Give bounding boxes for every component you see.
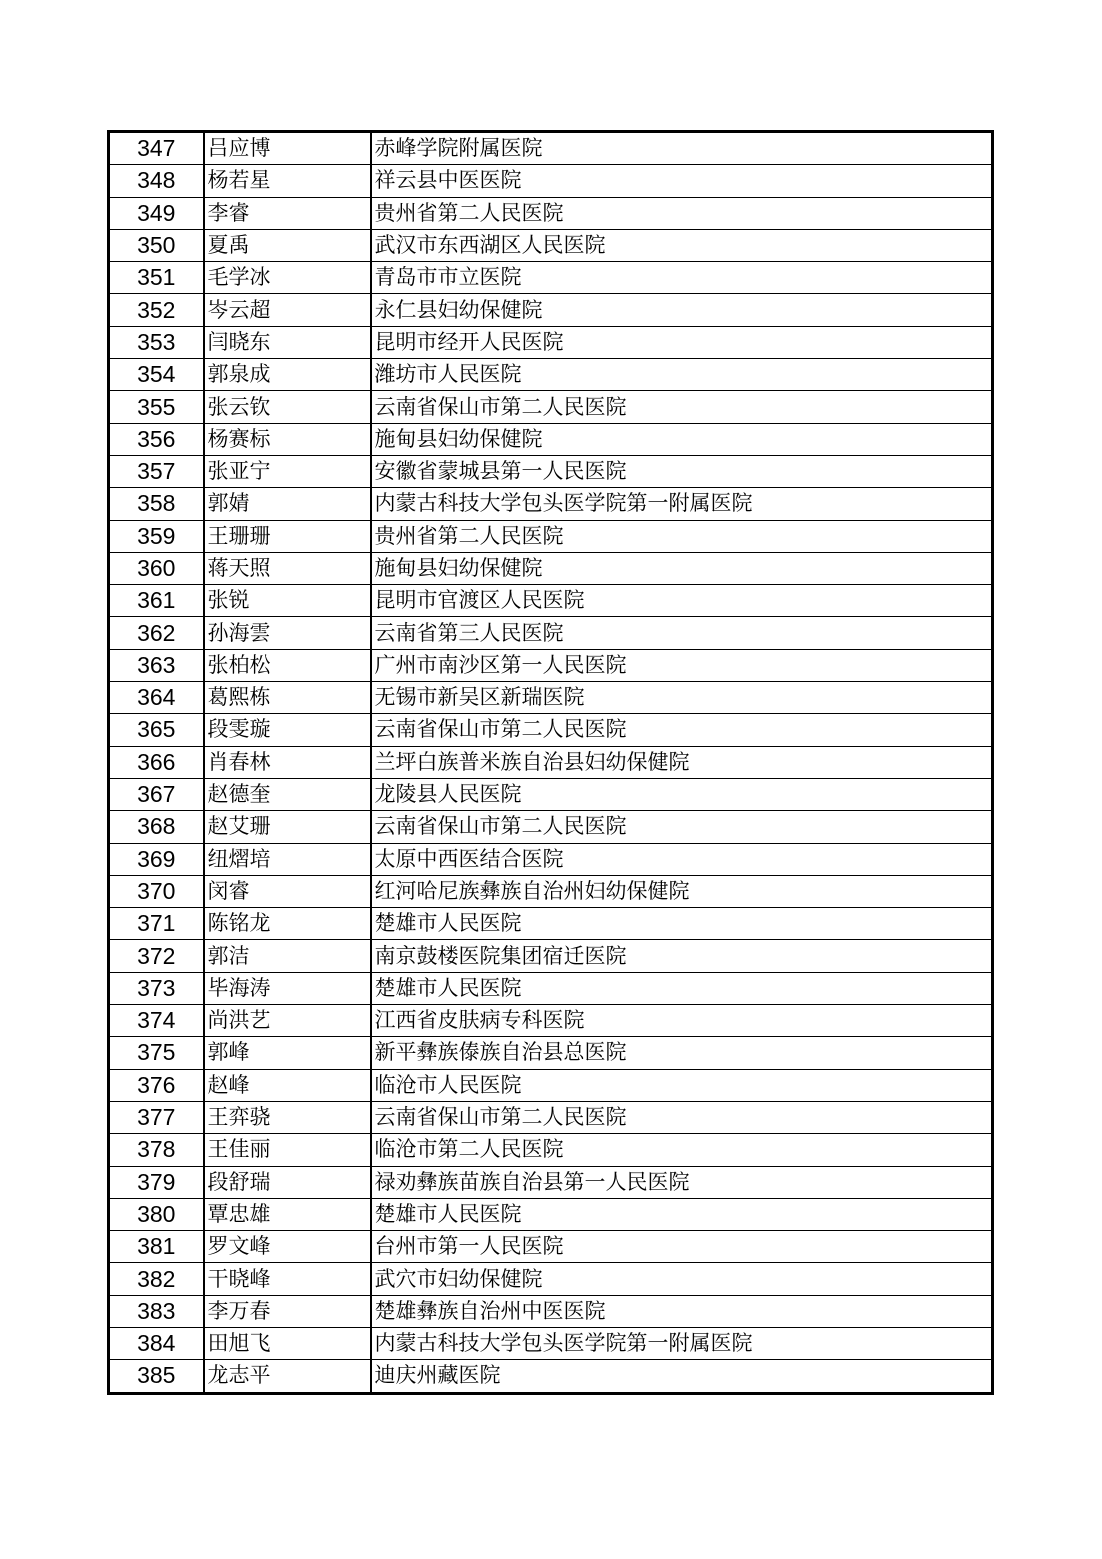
table-row — [109, 552, 993, 584]
hospital-name-cell: 临沧市人民医院 — [371, 1069, 993, 1101]
person-name-cell: 陈铭龙 — [204, 908, 371, 940]
person-name-cell: 赵艾珊 — [204, 811, 371, 843]
person-name-cell: 段舒瑞 — [204, 1166, 371, 1198]
hospital-name-cell: 潍坊市人民医院 — [371, 359, 993, 391]
table-row — [109, 682, 993, 714]
person-name-cell: 孙海雲 — [204, 617, 371, 649]
row-number-cell: 361 — [109, 585, 204, 617]
row-number-cell: 353 — [109, 326, 204, 358]
hospital-name-cell: 贵州省第二人民医院 — [371, 197, 993, 229]
row-number-cell: 372 — [109, 940, 204, 972]
person-name-cell: 杨若星 — [204, 165, 371, 197]
hospital-name-cell: 赤峰学院附属医院 — [371, 132, 993, 165]
table-row — [109, 455, 993, 487]
person-name-cell: 张亚宁 — [204, 455, 371, 487]
row-number-cell: 365 — [109, 714, 204, 746]
row-number-cell: 373 — [109, 972, 204, 1004]
row-number-cell: 375 — [109, 1037, 204, 1069]
person-name-cell: 王珊珊 — [204, 520, 371, 552]
person-name-cell: 龙志平 — [204, 1360, 371, 1393]
person-name-cell: 张云钦 — [204, 391, 371, 423]
row-number-cell: 354 — [109, 359, 204, 391]
hospital-name-cell: 楚雄市人民医院 — [371, 908, 993, 940]
table-row — [109, 1005, 993, 1037]
row-number-cell: 347 — [109, 132, 204, 165]
person-name-cell: 赵峰 — [204, 1069, 371, 1101]
hospital-name-cell: 武汉市东西湖区人民医院 — [371, 229, 993, 261]
hospital-name-cell: 江西省皮肤病专科医院 — [371, 1005, 993, 1037]
table-row — [109, 423, 993, 455]
table-row — [109, 585, 993, 617]
person-name-cell: 毕海涛 — [204, 972, 371, 1004]
person-name-cell: 吕应博 — [204, 132, 371, 165]
table-row — [109, 1263, 993, 1295]
table-row — [109, 875, 993, 907]
person-name-cell: 郭泉成 — [204, 359, 371, 391]
table-row — [109, 1295, 993, 1327]
table-row — [109, 132, 993, 165]
table-row — [109, 714, 993, 746]
hospital-name-cell: 施甸县妇幼保健院 — [371, 552, 993, 584]
hospital-name-cell: 云南省第三人民医院 — [371, 617, 993, 649]
table-row — [109, 229, 993, 261]
hospital-name-cell: 无锡市新吴区新瑞医院 — [371, 682, 993, 714]
row-number-cell: 362 — [109, 617, 204, 649]
hospital-name-cell: 施甸县妇幼保健院 — [371, 423, 993, 455]
person-name-cell: 罗文峰 — [204, 1231, 371, 1263]
person-name-cell: 闫晓东 — [204, 326, 371, 358]
table-row — [109, 359, 993, 391]
hospital-name-cell: 兰坪白族普米族自治县妇幼保健院 — [371, 746, 993, 778]
row-number-cell: 355 — [109, 391, 204, 423]
person-name-cell: 纽熠培 — [204, 843, 371, 875]
table-row — [109, 1134, 993, 1166]
table-row — [109, 326, 993, 358]
person-name-cell: 张柏松 — [204, 649, 371, 681]
hospital-name-cell: 永仁县妇幼保健院 — [371, 294, 993, 326]
hospital-name-cell: 临沧市第二人民医院 — [371, 1134, 993, 1166]
table-row — [109, 165, 993, 197]
row-number-cell: 376 — [109, 1069, 204, 1101]
hospital-name-cell: 昆明市经开人民医院 — [371, 326, 993, 358]
person-name-cell: 段雯璇 — [204, 714, 371, 746]
hospital-name-cell: 龙陵县人民医院 — [371, 778, 993, 810]
row-number-cell: 377 — [109, 1101, 204, 1133]
hospital-name-cell: 云南省保山市第二人民医院 — [371, 811, 993, 843]
roster-table-body — [109, 132, 993, 1394]
row-number-cell: 383 — [109, 1295, 204, 1327]
hospital-name-cell: 禄劝彝族苗族自治县第一人民医院 — [371, 1166, 993, 1198]
table-row — [109, 1069, 993, 1101]
row-number-cell: 370 — [109, 875, 204, 907]
person-name-cell: 田旭飞 — [204, 1327, 371, 1359]
table-row — [109, 972, 993, 1004]
table-row — [109, 1037, 993, 1069]
row-number-cell: 359 — [109, 520, 204, 552]
row-number-cell: 381 — [109, 1231, 204, 1263]
row-number-cell: 358 — [109, 488, 204, 520]
hospital-name-cell: 台州市第一人民医院 — [371, 1231, 993, 1263]
hospital-name-cell: 昆明市官渡区人民医院 — [371, 585, 993, 617]
row-number-cell: 384 — [109, 1327, 204, 1359]
table-row — [109, 843, 993, 875]
row-number-cell: 356 — [109, 423, 204, 455]
row-number-cell: 348 — [109, 165, 204, 197]
person-name-cell: 蒋天照 — [204, 552, 371, 584]
row-number-cell: 350 — [109, 229, 204, 261]
hospital-name-cell: 楚雄市人民医院 — [371, 972, 993, 1004]
row-number-cell: 349 — [109, 197, 204, 229]
table-row — [109, 940, 993, 972]
table-row — [109, 811, 993, 843]
row-number-cell: 385 — [109, 1360, 204, 1393]
table-row — [109, 1101, 993, 1133]
person-name-cell: 张锐 — [204, 585, 371, 617]
row-number-cell: 382 — [109, 1263, 204, 1295]
table-row — [109, 1360, 993, 1393]
table-row — [109, 617, 993, 649]
row-number-cell: 368 — [109, 811, 204, 843]
row-number-cell: 369 — [109, 843, 204, 875]
hospital-name-cell: 广州市南沙区第一人民医院 — [371, 649, 993, 681]
row-number-cell: 357 — [109, 455, 204, 487]
row-number-cell: 364 — [109, 682, 204, 714]
hospital-name-cell: 楚雄彝族自治州中医医院 — [371, 1295, 993, 1327]
table-row — [109, 1231, 993, 1263]
row-number-cell: 380 — [109, 1198, 204, 1230]
row-number-cell: 371 — [109, 908, 204, 940]
hospital-name-cell: 内蒙古科技大学包头医学院第一附属医院 — [371, 1327, 993, 1359]
table-row — [109, 488, 993, 520]
row-number-cell: 360 — [109, 552, 204, 584]
table-row — [109, 746, 993, 778]
hospital-name-cell: 红河哈尼族彝族自治州妇幼保健院 — [371, 875, 993, 907]
hospital-name-cell: 武穴市妇幼保健院 — [371, 1263, 993, 1295]
hospital-name-cell: 云南省保山市第二人民医院 — [371, 391, 993, 423]
person-name-cell: 赵德奎 — [204, 778, 371, 810]
row-number-cell: 367 — [109, 778, 204, 810]
row-number-cell: 351 — [109, 262, 204, 294]
row-number-cell: 379 — [109, 1166, 204, 1198]
row-number-cell: 374 — [109, 1005, 204, 1037]
table-row — [109, 1166, 993, 1198]
row-number-cell: 366 — [109, 746, 204, 778]
roster-table — [107, 130, 994, 1395]
person-name-cell: 郭洁 — [204, 940, 371, 972]
hospital-name-cell: 新平彝族傣族自治县总医院 — [371, 1037, 993, 1069]
person-name-cell: 郭婧 — [204, 488, 371, 520]
hospital-name-cell: 楚雄市人民医院 — [371, 1198, 993, 1230]
hospital-name-cell: 青岛市市立医院 — [371, 262, 993, 294]
row-number-cell: 363 — [109, 649, 204, 681]
table-row — [109, 391, 993, 423]
person-name-cell: 杨赛标 — [204, 423, 371, 455]
person-name-cell: 李睿 — [204, 197, 371, 229]
person-name-cell: 毛学冰 — [204, 262, 371, 294]
table-row — [109, 778, 993, 810]
person-name-cell: 李万春 — [204, 1295, 371, 1327]
person-name-cell: 王佳丽 — [204, 1134, 371, 1166]
table-row — [109, 197, 993, 229]
hospital-name-cell: 云南省保山市第二人民医院 — [371, 1101, 993, 1133]
hospital-name-cell: 祥云县中医医院 — [371, 165, 993, 197]
table-row — [109, 294, 993, 326]
person-name-cell: 岑云超 — [204, 294, 371, 326]
table-row — [109, 520, 993, 552]
row-number-cell: 378 — [109, 1134, 204, 1166]
hospital-name-cell: 贵州省第二人民医院 — [371, 520, 993, 552]
hospital-name-cell: 太原中西医结合医院 — [371, 843, 993, 875]
person-name-cell: 王弈骁 — [204, 1101, 371, 1133]
person-name-cell: 闵睿 — [204, 875, 371, 907]
person-name-cell: 干晓峰 — [204, 1263, 371, 1295]
table-row — [109, 908, 993, 940]
person-name-cell: 覃忠雄 — [204, 1198, 371, 1230]
person-name-cell: 肖春林 — [204, 746, 371, 778]
table-row — [109, 649, 993, 681]
hospital-name-cell: 云南省保山市第二人民医院 — [371, 714, 993, 746]
hospital-name-cell: 南京鼓楼医院集团宿迁医院 — [371, 940, 993, 972]
person-name-cell: 葛熙栋 — [204, 682, 371, 714]
table-row — [109, 262, 993, 294]
hospital-name-cell: 迪庆州藏医院 — [371, 1360, 993, 1393]
person-name-cell: 夏禹 — [204, 229, 371, 261]
hospital-name-cell: 内蒙古科技大学包头医学院第一附属医院 — [371, 488, 993, 520]
row-number-cell: 352 — [109, 294, 204, 326]
table-row — [109, 1327, 993, 1359]
person-name-cell: 郭峰 — [204, 1037, 371, 1069]
table-row — [109, 1198, 993, 1230]
hospital-name-cell: 安徽省蒙城县第一人民医院 — [371, 455, 993, 487]
person-name-cell: 尚洪艺 — [204, 1005, 371, 1037]
